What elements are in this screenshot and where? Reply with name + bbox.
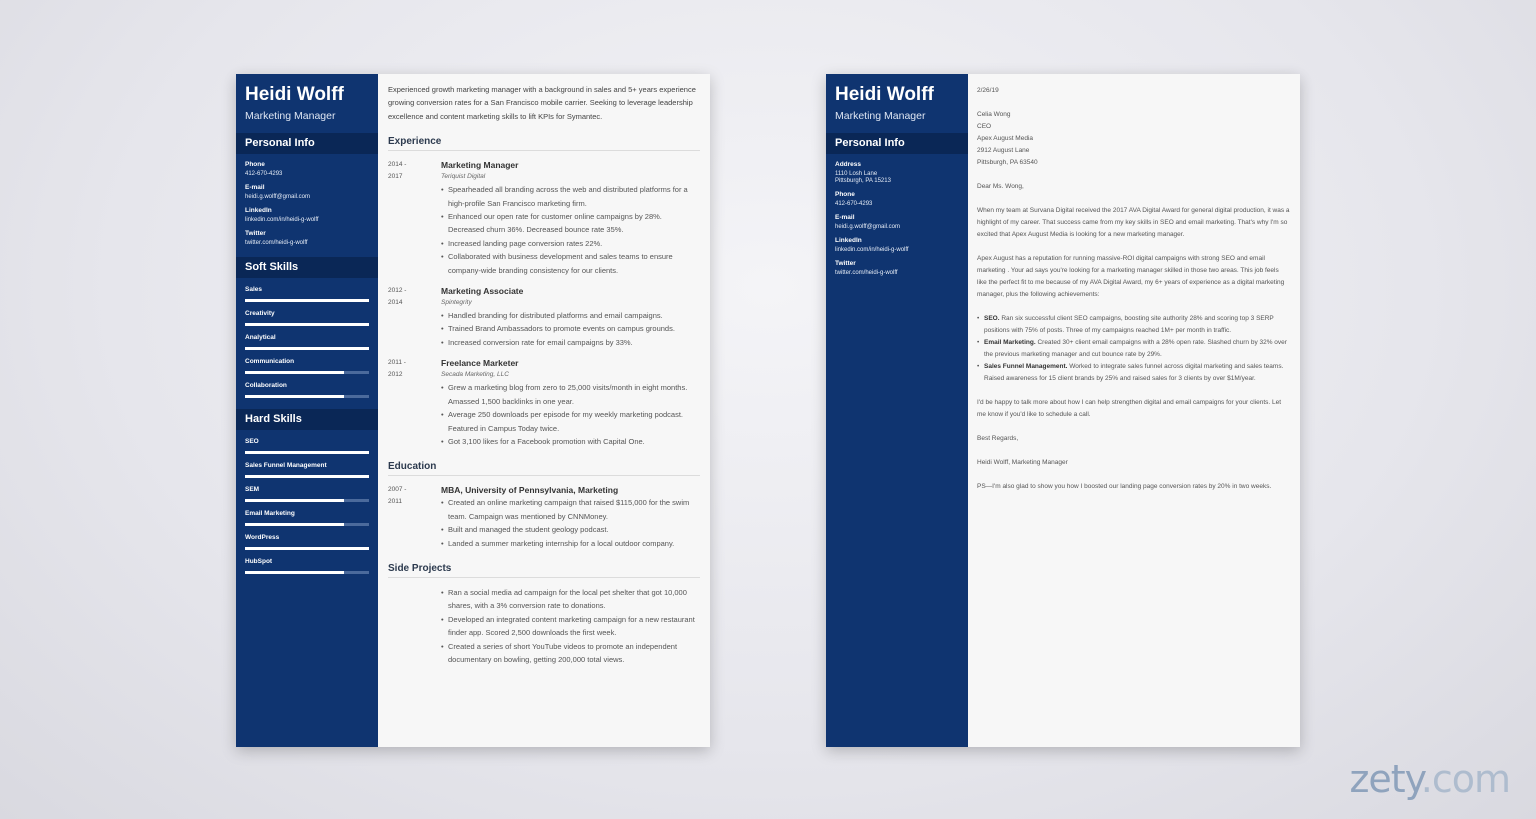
job-date — [388, 357, 441, 448]
job-body — [441, 159, 700, 277]
job-body — [441, 285, 700, 349]
job-bullet: • Handled branding for distributed platforms and email campaigns. — [441, 309, 700, 322]
skill-bar — [245, 475, 369, 478]
letter-achievements — [977, 313, 1290, 385]
contact-label: LinkedIn — [245, 207, 272, 214]
letter-personal-info-heading: Personal Info — [826, 133, 968, 154]
job-bullets — [441, 496, 700, 550]
personal-info-heading: Personal Info — [236, 133, 378, 154]
skill-name: Sales Funnel Management — [245, 462, 327, 469]
job-date-end: 2012 — [388, 371, 403, 379]
job-bullet: • Landed a summer marketing internship for a local outdoor company. — [441, 537, 700, 550]
job-date-start: 2007 - — [388, 486, 407, 494]
job-bullet: • Grew a marketing blog from zero to 25,000 visits/month in eight months. Amassed 1,500 backlinks in one year. — [441, 381, 700, 408]
skill-item — [236, 382, 378, 398]
job-date-start: 2011 - — [388, 359, 406, 367]
resume-name: Heidi Wolff — [245, 84, 344, 105]
letter-body — [968, 74, 1300, 747]
achievement-lead: SEO. — [984, 315, 1000, 322]
contact-value-2: Pittsburgh, PA 15213 — [835, 178, 891, 184]
skill-name: Sales — [245, 286, 262, 293]
job-body — [441, 357, 700, 448]
skill-bar-fill — [245, 395, 344, 398]
contact-label: Twitter — [245, 230, 266, 237]
job-title: Marketing Associate — [441, 286, 524, 297]
education-heading: Education — [388, 461, 700, 476]
job-date-start: 2014 - — [388, 161, 407, 169]
contact-value: linkedin.com/in/heidi-g-wolff — [835, 247, 909, 253]
side-project-item: • Created a series of short YouTube videos to promote an independent documentary on bowling, getting 200,000 total views. — [441, 640, 700, 667]
skill-name: HubSpot — [245, 558, 273, 565]
skill-bar — [245, 323, 369, 326]
letter-sidebar — [826, 74, 968, 747]
recipient-line: Celia Wong — [977, 111, 1011, 118]
job-bullet: • Trained Brand Ambassadors to promote events on campus grounds. — [441, 322, 700, 335]
skill-item — [236, 558, 378, 574]
skill-item — [236, 310, 378, 326]
job-org: Secada Marketing, LLC — [441, 371, 509, 379]
job-bullet: • Got 3,100 likes for a Facebook promotion with Capital One. — [441, 435, 700, 448]
achievement-text: Created 30+ client email campaigns with a 28% open rate. Slashed churn by 32% over the previous marketing manager and cut bounce rate by 29%. — [984, 339, 1287, 358]
side-project-item: • Developed an integrated content marketing campaign for a new restaurant finder app. Scored 2,500 downloads the first week. — [441, 613, 700, 640]
contact-value: heidi.g.wolff@gmail.com — [245, 194, 311, 200]
skill-bar-fill — [245, 499, 344, 502]
skill-name: SEO — [245, 438, 259, 445]
letter-date: 2/26/19 — [977, 87, 999, 94]
skill-bar-fill — [245, 347, 369, 350]
recipient-line: CEO — [977, 123, 992, 130]
skill-item — [236, 534, 378, 550]
skill-item — [236, 334, 378, 350]
skill-bar — [245, 299, 369, 302]
contact-label: Twitter — [835, 260, 856, 267]
job-title: Freelance Marketer — [441, 358, 519, 369]
job-body — [441, 484, 700, 550]
job-bullets — [441, 309, 700, 349]
achievement-item — [977, 361, 1290, 385]
skill-name: Email Marketing — [245, 510, 295, 517]
contact-value: 412-670-4293 — [245, 171, 283, 177]
contact-label: Phone — [245, 161, 265, 168]
contact-label: LinkedIn — [835, 237, 862, 244]
resume-role: Marketing Manager — [245, 110, 336, 122]
skill-bar — [245, 523, 369, 526]
recipient-line: Pittsburgh, PA 63540 — [977, 159, 1038, 166]
skill-bar-fill — [245, 523, 344, 526]
education-list — [378, 476, 710, 550]
letter-contact-list — [826, 161, 968, 276]
contact-value: twitter.com/heidi-g-wolff — [835, 270, 898, 276]
hard-skills-heading: Hard Skills — [236, 409, 378, 430]
job-date — [388, 285, 441, 349]
contact-label: E-mail — [835, 214, 855, 221]
achievement-lead: Email Marketing. — [984, 339, 1036, 346]
letter-recipient — [977, 109, 1290, 169]
skill-name: Collaboration — [245, 382, 287, 389]
skill-item — [236, 462, 378, 478]
side-project-item: • Ran a social media ad campaign for the local pet shelter that got 10,000 shares, with a 3% conversion rate to donations. — [441, 586, 700, 613]
job-bullet: • Created an online marketing campaign that raised $115,000 for the swim team. Campaign was mentioned by CNNMoney. — [441, 496, 700, 523]
skill-bar — [245, 547, 369, 550]
job-date — [388, 159, 441, 277]
job-bullet: • Spearheaded all branding across the web and distributed platforms for a high-profile San Francisco marketing firm. — [441, 183, 700, 210]
letter-name: Heidi Wolff — [835, 84, 934, 105]
job-title: Marketing Manager — [441, 160, 519, 171]
zety-logo — [1349, 757, 1510, 801]
contact-value: heidi.g.wolff@gmail.com — [835, 224, 901, 230]
contact-value: twitter.com/heidi-g-wolff — [245, 240, 308, 246]
logo-suffix: .com — [1420, 757, 1510, 801]
job-title: MBA, University of Pennsylvania, Marketing — [441, 485, 619, 496]
skill-item — [236, 438, 378, 454]
skill-item — [236, 286, 378, 302]
job-bullets — [441, 381, 700, 448]
letter-role: Marketing Manager — [835, 110, 926, 122]
job-date — [388, 484, 441, 550]
job-bullet: • Collaborated with business development and sales teams to ensure company-wide branding consistency for our clients. — [441, 250, 700, 277]
skill-bar — [245, 451, 369, 454]
letter-paragraph-1: When my team at Survana Digital received the 2017 AVA Digital Award for general digital production, it was a highlight of my career. That success came from my key skills in SEO and email marketing. That's why I'm so excited that Apex August Media is looking for a new marketing manager. — [977, 207, 1290, 238]
contact-label: E-mail — [245, 184, 265, 191]
skill-item — [236, 510, 378, 526]
job-date-end: 2011 — [388, 498, 402, 506]
contact-value: linkedin.com/in/heidi-g-wolff — [245, 217, 319, 223]
job-date-end: 2017 — [388, 173, 403, 181]
job-date-start: 2012 - — [388, 287, 407, 295]
skill-bar-fill — [245, 323, 369, 326]
recipient-line: 2912 August Lane — [977, 147, 1030, 154]
job-bullet: • Enhanced our open rate for customer online campaigns by 28%. Decreased churn 36%. Decreased bounce rate 35%. — [441, 210, 700, 237]
skill-name: Analytical — [245, 334, 276, 341]
letter-greeting: Dear Ms. Wong, — [977, 183, 1024, 190]
achievement-item — [977, 337, 1290, 361]
resume-summary: Experienced growth marketing manager with a background in sales and 5+ years experience growing conversion rates for a San Francisco mobile carrier. Seeking to leverage leadership excellence and content marketing skills to lift KPIs for Symantec. — [388, 85, 696, 121]
contact-label: Address — [835, 161, 862, 168]
resume-page — [236, 74, 710, 747]
logo-main: zety — [1349, 757, 1421, 801]
skill-name: WordPress — [245, 534, 280, 541]
skill-bar — [245, 371, 369, 374]
side-projects-heading: Side Projects — [388, 563, 700, 578]
achievement-text: Worked to integrate sales funnel across digital marketing and sales teams. Raised awareness for 15 client brands by 25% and raised sales for 3 clients by over $1M/year. — [984, 363, 1284, 382]
recipient-line: Apex August Media — [977, 135, 1034, 142]
skill-name: SEM — [245, 486, 260, 493]
skill-bar-fill — [245, 451, 369, 454]
contact-list — [236, 161, 378, 246]
resume-main — [378, 74, 710, 747]
side-projects-list — [441, 586, 700, 666]
job-bullet: • Increased landing page conversion rates 22%. — [441, 237, 700, 250]
soft-skills-list — [236, 286, 378, 398]
skill-bar — [245, 499, 369, 502]
cover-letter-page — [826, 74, 1300, 747]
contact-value: 1110 Losh Lane — [835, 171, 878, 177]
soft-skills-heading: Soft Skills — [236, 257, 378, 278]
skill-bar-fill — [245, 299, 369, 302]
hard-skills-list — [236, 438, 378, 574]
skill-name: Creativity — [245, 310, 275, 317]
job-entry — [378, 151, 710, 277]
job-date-end: 2014 — [388, 299, 403, 307]
job-entry — [378, 476, 710, 550]
job-entry — [378, 349, 710, 448]
letter-postscript: PS—I'm also glad to show you how I boosted our landing page conversion rates by 20% in two weeks. — [977, 483, 1272, 490]
skill-bar — [245, 347, 369, 350]
letter-paragraph-3: I'd be happy to talk more about how I can help strengthen digital and email campaigns for your clients. Let me know if you'd like to schedule a call. — [977, 399, 1282, 418]
resume-sidebar — [236, 74, 378, 747]
job-bullet: • Built and managed the student geology podcast. — [441, 523, 700, 536]
letter-closing: Best Regards, — [977, 435, 1019, 442]
skill-bar-fill — [245, 571, 344, 574]
skill-name: Communication — [245, 358, 295, 365]
job-bullet: • Increased conversion rate for email campaigns by 33%. — [441, 336, 700, 349]
achievement-lead: Sales Funnel Management. — [984, 363, 1068, 370]
experience-list — [378, 151, 710, 448]
side-projects-block — [378, 578, 710, 666]
skill-item — [236, 358, 378, 374]
letter-paragraph-2: Apex August has a reputation for running massive-ROI digital campaigns with strong SEO and email marketing . Your ad says you're looking for a marketing manager skilled in those two areas. This job feels like the perfect fit to me because of my AVA Digital Award, my 6+ years of experience as a digital marketing manager, plus the following achievements: — [977, 255, 1285, 298]
skill-item — [236, 486, 378, 502]
skill-bar-fill — [245, 371, 344, 374]
skill-bar-fill — [245, 547, 369, 550]
job-org: Spintegrity — [441, 299, 472, 307]
job-org: Teriquist Digital — [441, 173, 486, 181]
contact-value: 412-670-4293 — [835, 201, 873, 207]
letter-signature: Heidi Wolff, Marketing Manager — [977, 459, 1068, 466]
achievement-item — [977, 313, 1290, 337]
skill-bar — [245, 395, 369, 398]
job-bullets — [441, 183, 700, 277]
job-bullet: • Average 250 downloads per episode for my weekly marketing podcast. Featured in Campus Today twice. — [441, 408, 700, 435]
experience-heading: Experience — [388, 136, 700, 151]
contact-label: Phone — [835, 191, 855, 198]
skill-bar — [245, 571, 369, 574]
skill-bar-fill — [245, 475, 369, 478]
achievement-text: Ran six successful client SEO campaigns, boosting site authority 28% and scoring top 3 SERP positions with 75% of posts. Three of my campaigns reached 1M+ per month in traffic. — [984, 315, 1274, 334]
job-entry — [378, 277, 710, 349]
